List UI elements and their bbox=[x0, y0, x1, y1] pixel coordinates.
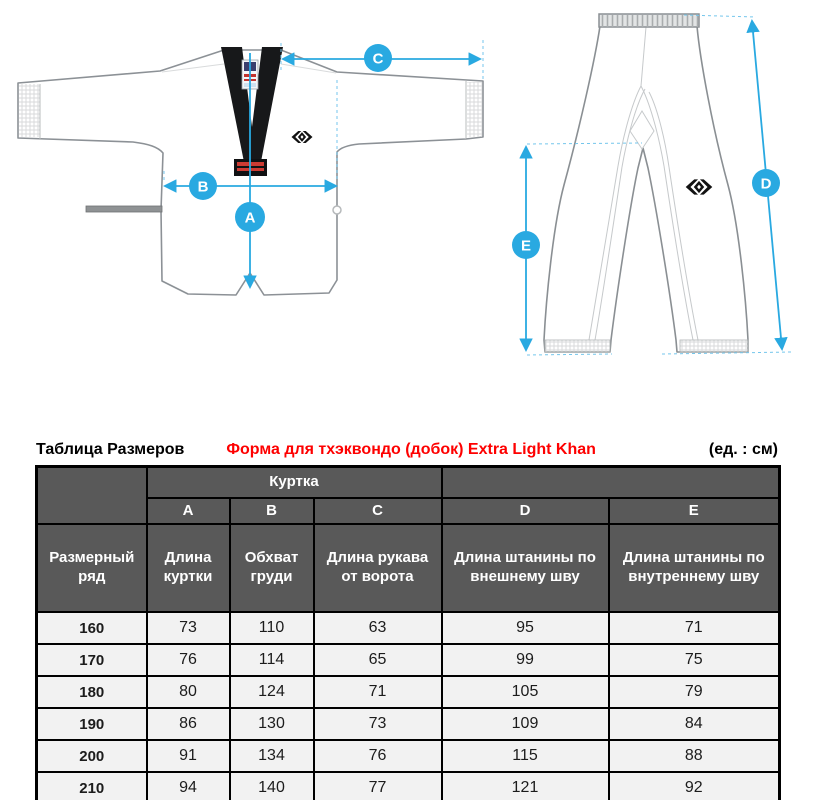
table-cell: 76 bbox=[314, 740, 442, 772]
table-cell: 71 bbox=[609, 612, 780, 644]
table-cell: 121 bbox=[442, 772, 609, 800]
units-note: (ед. : см) bbox=[708, 441, 778, 458]
svg-text:E: E bbox=[520, 237, 532, 255]
table-cell: 86 bbox=[147, 708, 230, 740]
size-cell: 160 bbox=[37, 612, 147, 644]
col-header: Длина куртки bbox=[147, 524, 230, 612]
waistband bbox=[599, 14, 699, 27]
group-header-jacket: Куртка bbox=[147, 467, 442, 499]
table-cell: 99 bbox=[442, 644, 609, 676]
svg-text:A: A bbox=[244, 209, 256, 227]
table-cell: 92 bbox=[609, 772, 780, 800]
dim-label-C bbox=[364, 44, 392, 72]
col-header: Размерный ряд bbox=[37, 524, 147, 612]
table-cell: 134 bbox=[230, 740, 314, 772]
right-ankle-cuff bbox=[680, 340, 748, 352]
col-header: Длина рукава от ворота bbox=[314, 524, 442, 612]
table-cell: 77 bbox=[314, 772, 442, 800]
pants-outline bbox=[544, 26, 748, 352]
size-cell: 170 bbox=[37, 644, 147, 676]
table-cell: 71 bbox=[314, 676, 442, 708]
table-cell: 79 bbox=[609, 676, 780, 708]
table-cell: 73 bbox=[314, 708, 442, 740]
table-cell: 63 bbox=[314, 612, 442, 644]
table-cell: 95 bbox=[442, 612, 609, 644]
jacket-diagram bbox=[18, 40, 483, 295]
table-cell: 80 bbox=[147, 676, 230, 708]
svg-text:C: C bbox=[372, 50, 384, 68]
table-cell: 76 bbox=[147, 644, 230, 676]
letter-header: C bbox=[314, 498, 442, 524]
table-cell: 94 bbox=[147, 772, 230, 800]
table-cell: 91 bbox=[147, 740, 230, 772]
table-cell: 84 bbox=[609, 708, 780, 740]
svg-text:D: D bbox=[760, 175, 772, 193]
table-cell: 73 bbox=[147, 612, 230, 644]
right-cuff-hatch bbox=[467, 82, 482, 137]
size-cell: 200 bbox=[37, 740, 147, 772]
table-cell: 109 bbox=[442, 708, 609, 740]
left-ankle-cuff bbox=[545, 340, 610, 352]
table-cell: 75 bbox=[609, 644, 780, 676]
letter-header: D bbox=[442, 498, 609, 524]
pants-diagram bbox=[512, 14, 792, 355]
size-cell: 180 bbox=[37, 676, 147, 708]
belt-tie bbox=[86, 206, 162, 212]
col-header: Длина штанины по внутреннему шву bbox=[609, 524, 780, 612]
size-cell: 210 bbox=[37, 772, 147, 800]
group-header-pants bbox=[442, 467, 780, 499]
table-cell: 88 bbox=[609, 740, 780, 772]
table-row bbox=[37, 676, 780, 708]
size-table bbox=[35, 465, 781, 800]
table-title: Таблица Размеров bbox=[36, 441, 185, 458]
dim-label-B bbox=[189, 172, 217, 200]
side-button bbox=[333, 206, 341, 214]
table-row bbox=[37, 708, 780, 740]
table-cell: 140 bbox=[230, 772, 314, 800]
letter-header: A bbox=[147, 498, 230, 524]
table-cell: 110 bbox=[230, 612, 314, 644]
table-cell: 65 bbox=[314, 644, 442, 676]
table-cell: 124 bbox=[230, 676, 314, 708]
table-cell: 115 bbox=[442, 740, 609, 772]
product-title: Форма для тхэквондо (добок) Extra Light Khan bbox=[226, 441, 596, 458]
table-row bbox=[37, 740, 780, 772]
dim-label-E bbox=[512, 231, 540, 259]
table-row bbox=[37, 772, 780, 800]
dim-label-A bbox=[235, 202, 265, 232]
table-cell: 130 bbox=[230, 708, 314, 740]
size-cell: 190 bbox=[37, 708, 147, 740]
table-row bbox=[37, 644, 780, 676]
table-cell: 114 bbox=[230, 644, 314, 676]
col-header: Длина штанины по внешнему шву bbox=[442, 524, 609, 612]
svg-text:B: B bbox=[197, 178, 209, 196]
left-cuff-hatch bbox=[19, 84, 40, 137]
table-row bbox=[37, 612, 780, 644]
letter-header: E bbox=[609, 498, 780, 524]
dim-label-D bbox=[752, 169, 780, 197]
table-title-row bbox=[36, 441, 778, 459]
corner-cell bbox=[37, 467, 147, 525]
col-header: Обхват груди bbox=[230, 524, 314, 612]
table-cell: 105 bbox=[442, 676, 609, 708]
letter-header: B bbox=[230, 498, 314, 524]
